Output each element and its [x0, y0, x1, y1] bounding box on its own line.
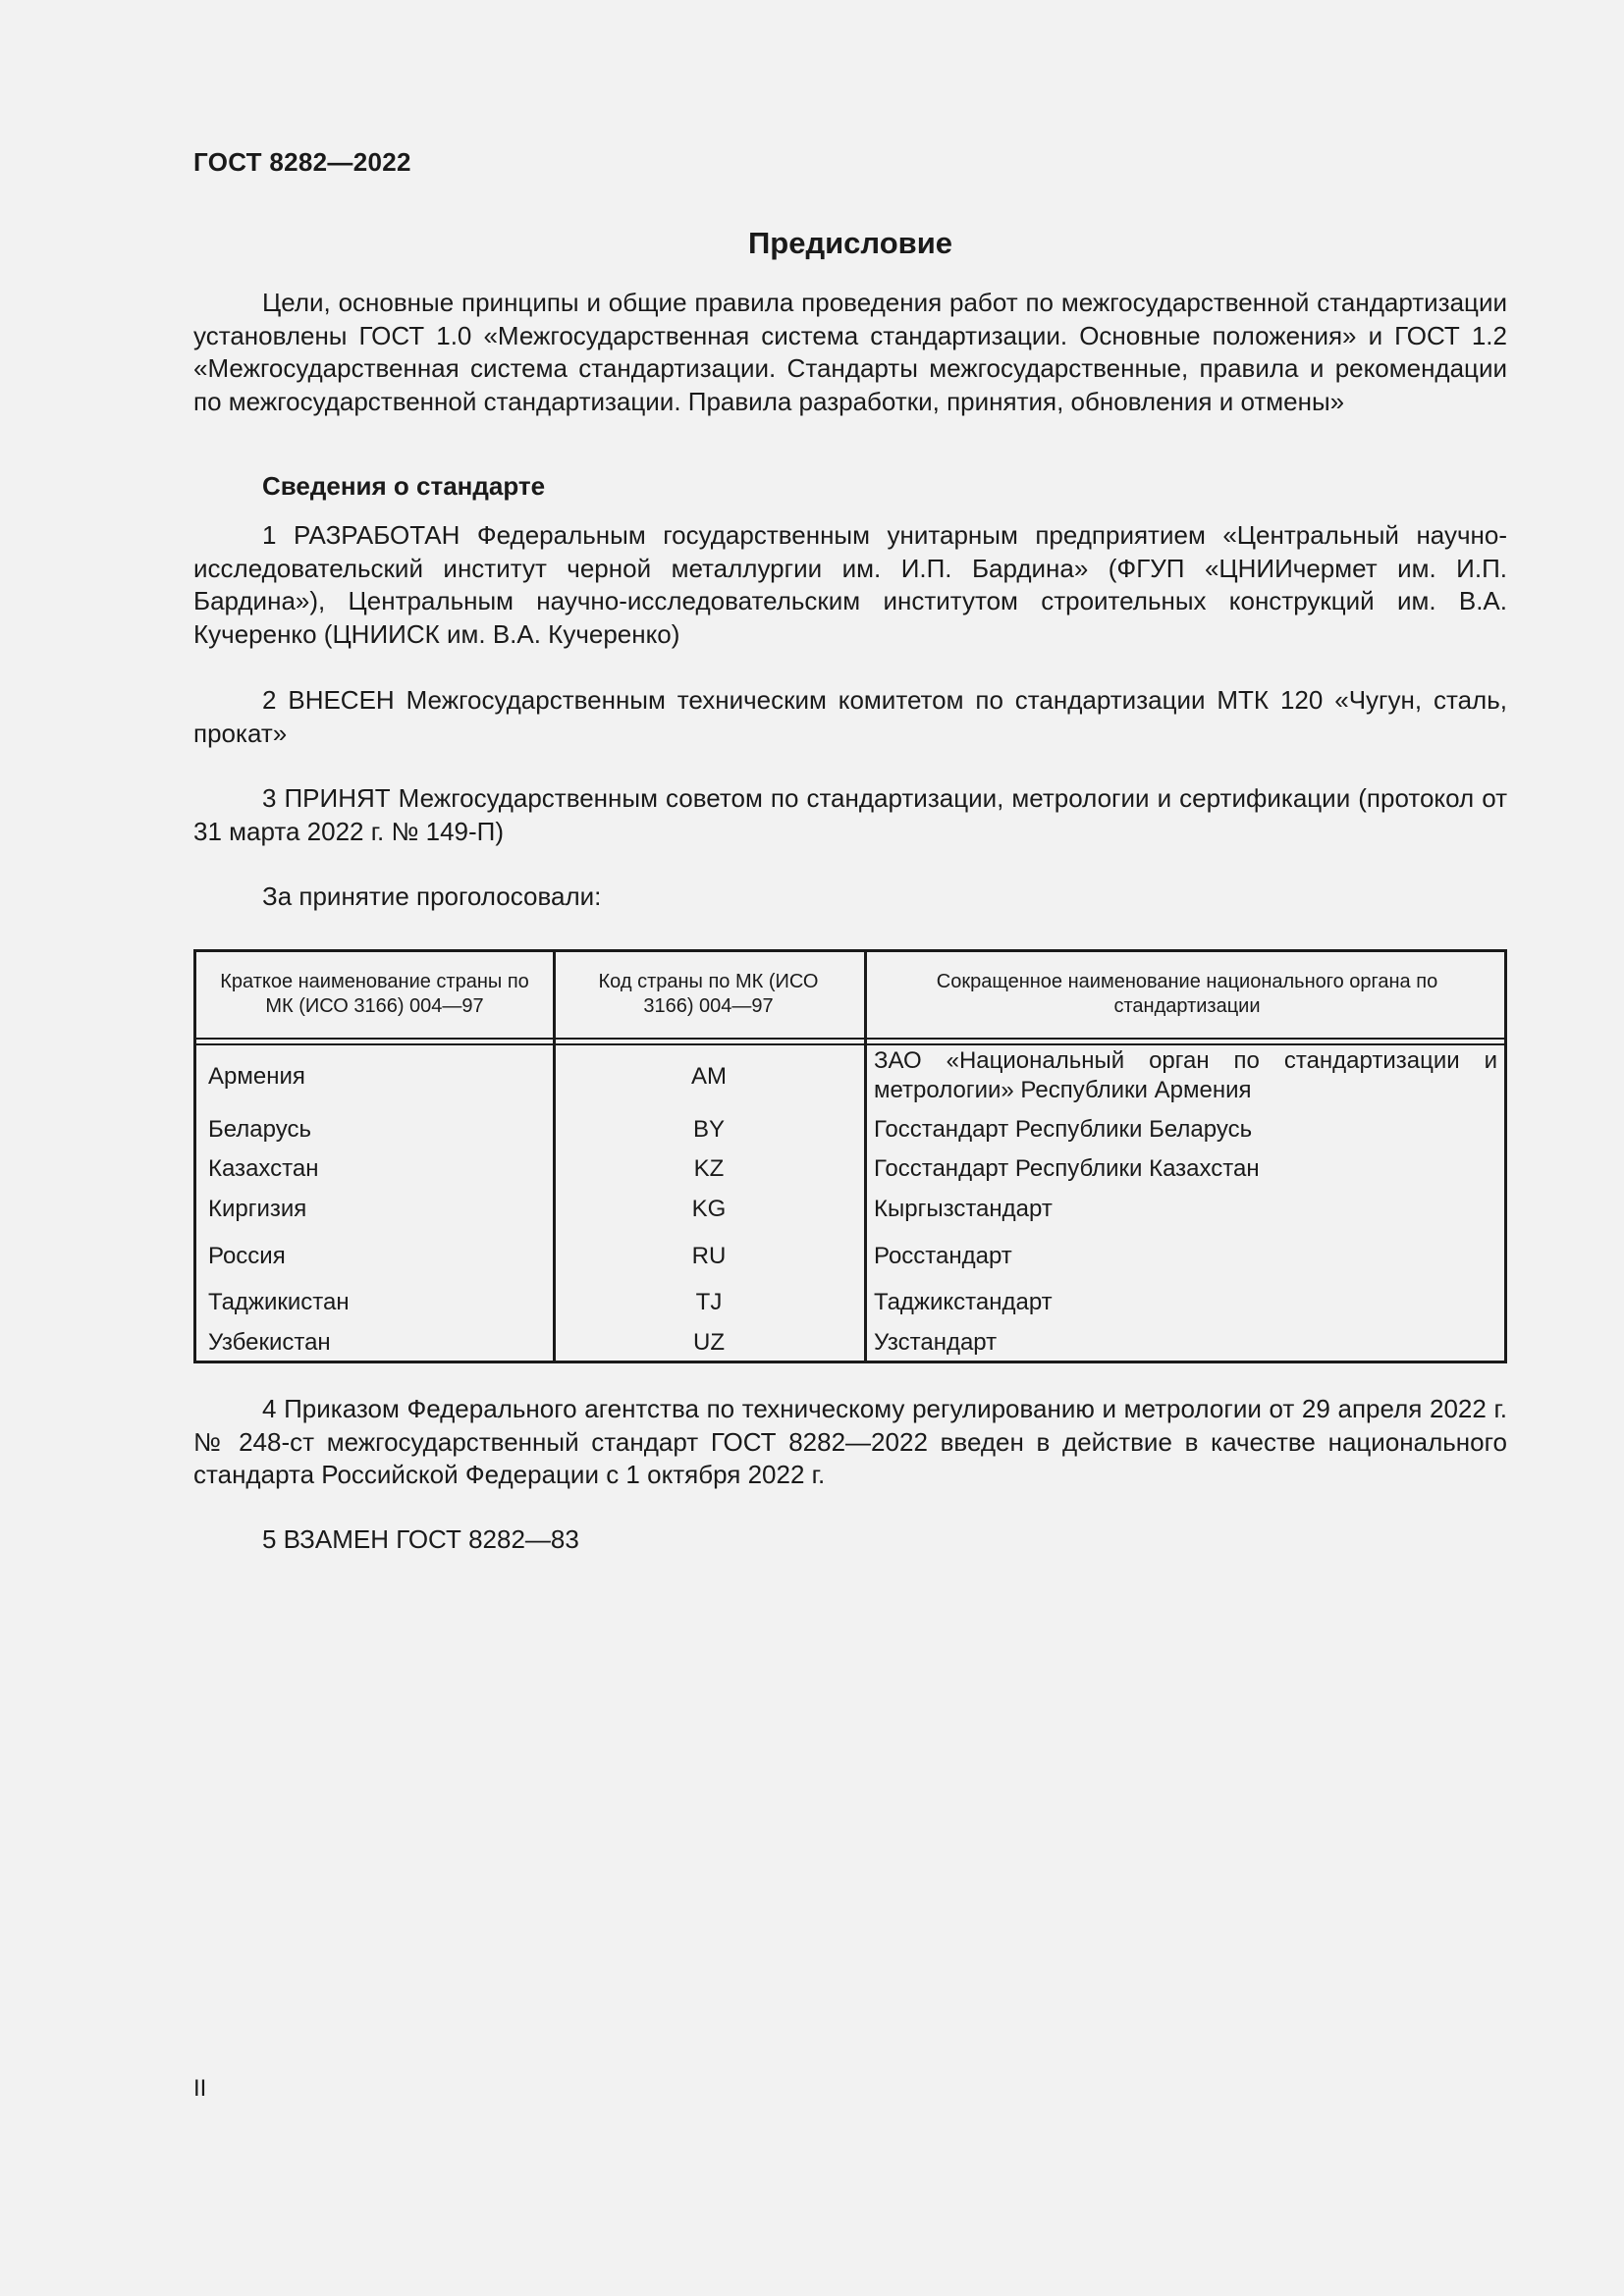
- header-national-body: [867, 970, 1507, 1019]
- header-country-code: [553, 970, 864, 1019]
- header-country-code-text: Код страны по МК (ИСО 3166) 004—97: [598, 971, 819, 1017]
- table-cell-body: Госстандарт Республики Беларусь: [874, 1116, 1253, 1143]
- paragraph-order: 4 Приказом Федерального агентства по техническому регулированию и метрологии от 29 апреля 2022 г. № 248-ст межгосударственный стандарт ГОСТ 8282—2022 введен в действие в качестве национального стандарта Российской Федерации с 1 октября 2022 г.: [193, 1394, 1507, 1489]
- table-cell-code: KZ: [693, 1155, 725, 1182]
- table-cell-country: Таджикистан: [208, 1289, 350, 1315]
- paragraph-developed: 1 РАЗРАБОТАН Федеральным государственным унитарным предприятием «Центральный научно-исследовательский институт черной металлургии им. И.П. Бардина» (ФГУП «ЦНИИчермет им. И.П. Бардина»), Центральным научно-исследовательским институтом строительных конструкций им. В.А. Кучеренко (ЦНИИСК им. В.А. Кучеренко): [193, 520, 1507, 649]
- table-cell-country: Киргизия: [208, 1196, 307, 1222]
- table-cell-body: ЗАО «Национальный орган по стандартизации и метрологии» Республики Армения: [874, 1047, 1497, 1103]
- header-country-name: [196, 970, 553, 1019]
- table-cell-body: Узстандарт: [874, 1329, 998, 1356]
- document-id: ГОСТ 8282—2022: [193, 147, 411, 177]
- table-cell-code: KG: [691, 1196, 727, 1222]
- page-number: II: [193, 2075, 207, 2102]
- table-cell-body: Росстандарт: [874, 1243, 1012, 1269]
- header-national-body-text: Сокращенное наименование национального органа по стандартизации: [936, 971, 1438, 1017]
- table-cell-code: RU: [691, 1243, 727, 1269]
- intro-paragraph: Цели, основные принципы и общие правила проведения работ по межгосударственной стандартизации установлены ГОСТ 1.0 «Межгосударственная система стандартизации. Основные положения» и ГОСТ 1.2 «Межгосударственная система стандартизации. Стандарты межгосударственные, правила и рекомендации по межгосударственной стандартизации. Правила разработки, принятия, обновления и отмены»: [193, 288, 1507, 416]
- table-cell-country: Узбекистан: [208, 1329, 331, 1356]
- table-cell-code: BY: [692, 1116, 725, 1143]
- standard-info-heading: Сведения о стандарте: [262, 471, 546, 501]
- table-cell-country: Армения: [208, 1063, 305, 1090]
- voted-label: За принятие проголосовали:: [262, 881, 602, 911]
- table-cell-country: Беларусь: [208, 1116, 311, 1143]
- table-cell-body: Госстандарт Республики Казахстан: [874, 1155, 1260, 1182]
- header-country-name-text: Краткое наименование страны по МК (ИСО 3166) 004—97: [220, 971, 529, 1017]
- table-cell-code: TJ: [695, 1289, 723, 1315]
- table-cell-code: AM: [691, 1063, 727, 1090]
- paragraph-adopted: 3 ПРИНЯТ Межгосударственным советом по стандартизации, метрологии и сертификации (протокол от 31 марта 2022 г. № 149-П): [193, 783, 1507, 846]
- page-title: Предисловие: [747, 226, 952, 260]
- paragraph-submitted: 2 ВНЕСЕН Межгосударственным техническим комитетом по стандартизации МТК 120 «Чугун, сталь, прокат»: [193, 685, 1507, 748]
- table-cell-country: Россия: [208, 1243, 286, 1269]
- table-cell-body: Кыргызстандарт: [874, 1196, 1053, 1222]
- paragraph-replaces: 5 ВЗАМЕН ГОСТ 8282—83: [262, 1524, 579, 1554]
- table-cell-body: Таджикстандарт: [874, 1289, 1053, 1315]
- voting-table: [193, 949, 1507, 1363]
- table-cell-country: Казахстан: [208, 1155, 319, 1182]
- table-cell-code: UZ: [693, 1329, 725, 1356]
- header-divider: [196, 1038, 1504, 1045]
